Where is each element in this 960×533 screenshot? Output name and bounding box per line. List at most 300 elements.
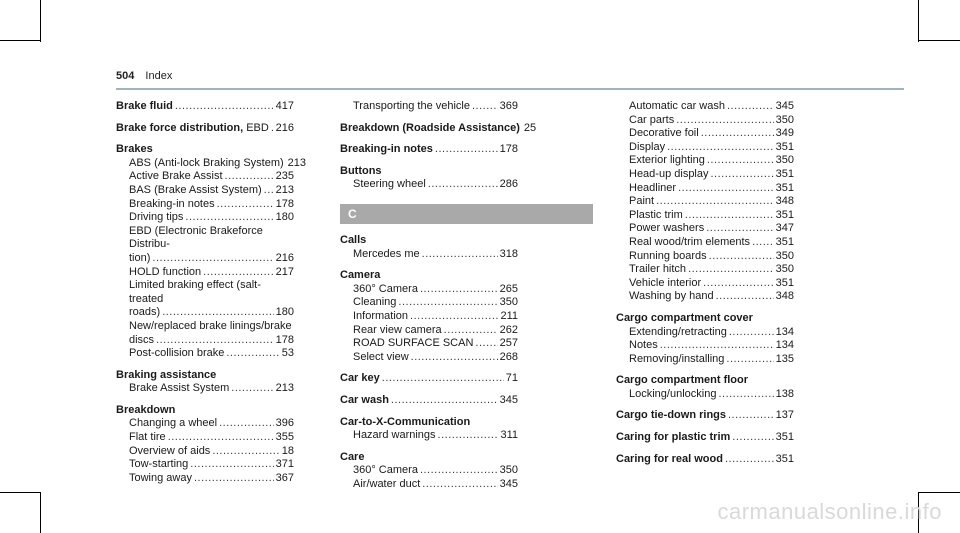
page-reference[interactable]: 235 xyxy=(275,170,294,183)
entry-label: Head-up display xyxy=(629,167,709,180)
page-reference[interactable]: 351 xyxy=(775,140,794,153)
index-subentry[interactable] xyxy=(116,334,294,348)
index-subentry[interactable] xyxy=(616,339,794,353)
entry-label-group xyxy=(129,417,217,431)
entry-label-group xyxy=(340,122,520,136)
spacer xyxy=(116,114,294,122)
entry-label-group xyxy=(616,453,723,467)
dot-leader xyxy=(219,417,274,431)
index-subentry[interactable] xyxy=(340,351,518,365)
page-reference[interactable]: 351 xyxy=(775,181,794,194)
page-reference[interactable]: 211 xyxy=(500,309,518,322)
page-reference[interactable]: 351 xyxy=(775,431,794,444)
index-subentry[interactable] xyxy=(616,182,794,196)
entry-label-group xyxy=(629,277,701,291)
entry-label-group xyxy=(629,182,676,196)
dot-leader xyxy=(727,100,774,114)
index-subentry[interactable] xyxy=(616,388,794,402)
entry-label-group xyxy=(353,324,442,338)
entry-label-group xyxy=(616,409,726,423)
entry-label: Brake Assist System xyxy=(129,382,230,395)
dot-leader xyxy=(422,248,498,262)
dot-leader xyxy=(411,351,498,365)
index-subentry[interactable] xyxy=(616,154,794,168)
index-subentry[interactable] xyxy=(616,326,794,340)
entry-label-group xyxy=(340,394,389,408)
entry-label: Rear view camera xyxy=(353,323,442,336)
index-heading: Cargo compartment floor xyxy=(616,374,749,387)
entry-label-group xyxy=(353,337,473,351)
header-rule xyxy=(116,88,904,90)
spacer xyxy=(116,396,294,404)
entry-label-group xyxy=(353,351,409,365)
entry-label: Extending/retracting xyxy=(629,325,727,338)
entry-label-group xyxy=(129,472,192,486)
entry-label-group xyxy=(129,458,188,472)
entry-label: ROAD SURFACE SCAN xyxy=(353,337,474,350)
dot-leader xyxy=(203,266,273,280)
entry-label-group xyxy=(129,445,210,459)
index-subentry-text: Limited braking effect (salt-treated xyxy=(129,279,261,305)
entry-label-group xyxy=(353,100,470,114)
entry-label: BAS (Brake Assist System) xyxy=(129,183,262,196)
page-reference[interactable]: 138 xyxy=(775,387,794,400)
spacer xyxy=(616,445,794,453)
dot-leader xyxy=(667,141,774,155)
index-heading: Calls xyxy=(340,233,367,246)
page-reference[interactable]: 217 xyxy=(275,265,294,278)
dot-leader xyxy=(225,170,274,184)
entry-label-group xyxy=(629,222,704,236)
entry-label: Breaking-in notes xyxy=(129,197,215,210)
entry-label: 360° Camera xyxy=(353,282,418,295)
entry-label: Post-collision brake xyxy=(129,347,225,360)
entry-label: Cleaning xyxy=(353,296,397,309)
index-entry[interactable] xyxy=(616,409,794,423)
entry-label: roads) xyxy=(129,306,161,319)
page-reference[interactable]: 268 xyxy=(499,350,518,363)
dot-leader xyxy=(732,431,773,445)
dot-leader xyxy=(428,178,498,192)
index-entry[interactable] xyxy=(340,394,518,408)
index-subentry[interactable] xyxy=(340,324,518,338)
dot-leader xyxy=(706,222,773,236)
page-reference[interactable]: 355 xyxy=(275,431,294,444)
index-subentry[interactable] xyxy=(616,195,794,209)
index-subentry[interactable] xyxy=(616,353,794,367)
page-reference[interactable]: 350 xyxy=(775,249,794,262)
entry-label: Tow-starting xyxy=(129,458,189,471)
dot-leader xyxy=(752,236,774,250)
page-reference[interactable]: 134 xyxy=(775,339,794,352)
entry-label-group xyxy=(129,382,229,396)
entry-label-group xyxy=(629,154,705,168)
index-subentry[interactable] xyxy=(116,347,294,361)
entry-label-group xyxy=(629,195,654,209)
page-reference[interactable]: 311 xyxy=(500,429,518,442)
index-subentry[interactable] xyxy=(340,296,518,310)
entry-label: Real wood/trim elements xyxy=(629,235,751,248)
entry-label: Steering wheel xyxy=(353,178,426,191)
entry-label: Brake force distribution, xyxy=(116,121,244,134)
dot-leader xyxy=(718,388,773,402)
index-heading: Camera xyxy=(340,269,381,282)
dot-leader xyxy=(685,209,774,223)
index-subentry[interactable] xyxy=(116,156,307,171)
entry-label: ABS (Anti-lock Braking System) xyxy=(129,156,284,169)
crop-mark xyxy=(0,492,40,493)
entry-label: Select view xyxy=(353,350,409,363)
page-reference[interactable]: 369 xyxy=(499,100,518,112)
index-column-2 xyxy=(340,100,537,491)
index-entry[interactable] xyxy=(340,121,537,136)
index-subentry[interactable] xyxy=(340,100,518,114)
crop-mark xyxy=(918,40,960,41)
page-reference[interactable]: 53 xyxy=(281,347,294,360)
index-subentry[interactable] xyxy=(616,114,794,128)
entry-label-group xyxy=(129,211,183,225)
page-reference[interactable]: 265 xyxy=(499,282,518,295)
spacer xyxy=(616,401,794,409)
entry-label: Changing a wheel xyxy=(129,417,218,430)
dot-leader xyxy=(226,347,279,361)
entry-label: Towing away xyxy=(129,471,192,484)
entry-label: Locking/unlocking xyxy=(629,387,717,400)
entry-label-group xyxy=(340,372,380,386)
index-subentry[interactable] xyxy=(616,263,794,277)
page-reference[interactable]: 262 xyxy=(499,323,518,336)
entry-label-group xyxy=(629,290,714,304)
index-subentry[interactable] xyxy=(340,337,518,351)
page-reference[interactable]: 134 xyxy=(775,325,794,338)
dot-leader xyxy=(156,334,274,348)
dot-leader xyxy=(422,478,497,492)
index-letter-heading: C xyxy=(340,204,593,224)
index-column-1 xyxy=(116,100,307,485)
entry-label: Brake fluid xyxy=(116,100,173,112)
index-subentry[interactable] xyxy=(616,250,794,264)
page-header xyxy=(116,70,172,82)
dot-leader xyxy=(660,339,774,353)
entry-label-group xyxy=(129,266,201,280)
index-subentry[interactable] xyxy=(116,266,294,280)
spacer xyxy=(340,443,518,451)
entry-label-group xyxy=(629,236,750,250)
index-subentry[interactable] xyxy=(116,431,294,445)
page-reference[interactable]: 345 xyxy=(499,393,518,406)
entry-label-group xyxy=(129,184,262,198)
index-subentry[interactable] xyxy=(616,141,794,155)
entry-label-group xyxy=(629,250,707,264)
entry-label: Exterior lighting xyxy=(629,154,705,167)
index-subentry[interactable] xyxy=(616,290,794,304)
page-reference[interactable]: 349 xyxy=(775,127,794,140)
entry-label-group xyxy=(353,178,426,192)
index-subentry[interactable] xyxy=(116,417,294,431)
entry-label-group xyxy=(129,431,166,445)
dot-leader xyxy=(420,464,498,478)
index-entry[interactable] xyxy=(116,100,294,114)
dot-leader xyxy=(438,429,499,443)
spacer xyxy=(340,135,518,143)
index-subentry[interactable] xyxy=(616,277,794,291)
index-subentry[interactable] xyxy=(616,209,794,223)
entry-label-group xyxy=(353,296,396,310)
index-subentry[interactable] xyxy=(340,464,518,478)
index-entry[interactable] xyxy=(116,122,294,136)
index-column-3 xyxy=(616,100,794,466)
entry-label: Vehicle interior xyxy=(629,276,702,289)
page-reference[interactable]: 351 xyxy=(775,452,794,465)
entry-label: Driving tips xyxy=(129,211,184,224)
dot-leader xyxy=(709,250,774,264)
entry-label-group xyxy=(129,334,154,348)
page-reference[interactable]: 286 xyxy=(499,178,518,191)
index-subentry-text: EBD (Electronic Brakeforce Distribu- xyxy=(129,224,263,251)
entry-label: Transporting the vehicle xyxy=(353,100,470,112)
page-reference[interactable]: 350 xyxy=(775,113,794,126)
index-subentry[interactable] xyxy=(340,310,518,324)
index-subentry[interactable] xyxy=(340,478,518,492)
index-heading: Brakes xyxy=(116,143,153,156)
page-reference[interactable]: 417 xyxy=(275,100,294,112)
page-reference[interactable]: 348 xyxy=(775,195,794,208)
spacer xyxy=(340,364,518,372)
index-subentry[interactable] xyxy=(116,472,294,486)
dot-leader xyxy=(231,382,273,396)
index-subentry-text: New/replaced brake linings/brake xyxy=(129,319,292,332)
entry-label-group xyxy=(129,252,150,266)
index-subentry[interactable] xyxy=(340,248,518,262)
index-entry[interactable] xyxy=(340,372,518,386)
index-subentry[interactable] xyxy=(116,382,294,396)
entry-label: Paint xyxy=(629,195,655,208)
entry-label-group xyxy=(353,310,408,324)
index-subentry[interactable] xyxy=(340,283,518,297)
page-reference[interactable]: 178 xyxy=(275,333,294,346)
index-entry[interactable] xyxy=(340,143,518,157)
page-reference[interactable]: 350 xyxy=(775,154,794,167)
entry-label-group xyxy=(616,431,730,445)
entry-label: Running boards xyxy=(629,249,707,262)
page-reference[interactable]: 318 xyxy=(499,247,518,260)
spacer xyxy=(340,114,518,122)
page-reference[interactable]: 257 xyxy=(499,337,518,350)
entry-label-group xyxy=(129,157,284,171)
entry-label: Caring for plastic trim xyxy=(616,431,731,444)
dot-leader xyxy=(701,127,774,141)
entry-label-group xyxy=(629,353,724,367)
page-reference[interactable]: 345 xyxy=(775,100,794,112)
page-reference[interactable]: 216 xyxy=(275,121,294,134)
entry-label-group xyxy=(629,326,727,340)
index-subentry[interactable] xyxy=(116,458,294,472)
entry-label-group xyxy=(629,100,725,114)
crop-mark xyxy=(40,0,41,42)
entry-label-group xyxy=(353,248,420,262)
entry-label-group xyxy=(629,141,665,155)
index-heading: Breakdown xyxy=(116,403,176,416)
page-reference[interactable]: 178 xyxy=(275,197,294,210)
spacer xyxy=(340,261,518,269)
dot-leader xyxy=(716,290,774,304)
section-title: Index xyxy=(145,70,173,82)
page-reference[interactable]: 350 xyxy=(499,296,518,309)
entry-label: Power washers xyxy=(629,222,705,235)
dot-leader xyxy=(472,100,498,114)
index-subentry[interactable] xyxy=(616,127,794,141)
dot-leader xyxy=(656,195,774,209)
dot-leader xyxy=(410,310,498,324)
dot-leader xyxy=(728,409,774,423)
page-reference[interactable]: 367 xyxy=(275,471,294,484)
index-subentry[interactable] xyxy=(116,445,294,459)
page-reference[interactable]: 347 xyxy=(775,222,794,235)
index-entry[interactable] xyxy=(616,431,794,445)
dot-leader xyxy=(676,114,773,128)
dot-leader xyxy=(444,324,498,338)
entry-label: HOLD function xyxy=(129,265,202,278)
entry-label: Trailer hitch xyxy=(629,263,687,276)
page-reference[interactable]: 351 xyxy=(775,276,794,289)
dot-leader xyxy=(190,458,273,472)
page-reference[interactable]: 213 xyxy=(287,156,307,169)
entry-label: Caring for real wood xyxy=(616,452,723,465)
entry-label: Washing by hand xyxy=(629,290,714,303)
entry-label-group xyxy=(353,478,420,492)
dot-leader xyxy=(162,306,273,320)
index-subentry[interactable] xyxy=(116,211,294,225)
entry-label: Breakdown (Roadside Assistance) xyxy=(340,121,520,134)
page-reference[interactable]: 345 xyxy=(499,477,518,490)
page-number: 504 xyxy=(116,70,135,82)
index-subentry[interactable] xyxy=(340,429,518,443)
dot-leader xyxy=(475,337,497,351)
index-heading: Cargo compartment cover xyxy=(616,311,753,324)
index-subentry[interactable] xyxy=(116,252,294,266)
dot-leader xyxy=(707,154,774,168)
entry-label: discs xyxy=(129,333,155,346)
dot-leader xyxy=(185,211,273,225)
index-subentry[interactable] xyxy=(116,184,294,198)
page-reference[interactable]: 348 xyxy=(775,290,794,303)
entry-label: Plastic trim xyxy=(629,208,683,221)
dot-leader xyxy=(212,445,279,459)
index-subentry[interactable] xyxy=(616,236,794,250)
dot-leader xyxy=(391,394,498,408)
page-reference[interactable]: 137 xyxy=(775,409,794,422)
entry-label: Hazard warnings xyxy=(353,429,436,442)
dot-leader xyxy=(271,122,274,136)
entry-label: Automatic car wash xyxy=(629,100,725,112)
page-reference[interactable]: 213 xyxy=(275,183,294,196)
entry-label: Car key xyxy=(340,372,380,385)
page-reference[interactable]: 18 xyxy=(281,444,294,457)
page-reference[interactable]: 351 xyxy=(775,167,794,180)
spacer xyxy=(340,157,518,165)
page-reference[interactable]: 180 xyxy=(275,306,294,319)
dot-leader xyxy=(398,296,497,310)
watermark: carmanualsonline.info xyxy=(717,499,942,524)
page-reference[interactable]: 25 xyxy=(523,121,537,134)
page-reference[interactable]: 350 xyxy=(499,464,518,477)
index-subentry[interactable] xyxy=(616,222,794,236)
dot-leader xyxy=(217,198,274,212)
dot-leader xyxy=(711,168,774,182)
index-heading: Braking assistance xyxy=(116,368,217,381)
crop-mark xyxy=(918,492,960,493)
dot-leader xyxy=(688,263,774,277)
entry-label-group xyxy=(629,263,686,277)
entry-label: tion) xyxy=(129,251,151,264)
entry-label-group xyxy=(129,306,160,320)
page-reference[interactable]: 180 xyxy=(275,211,294,224)
page-reference[interactable]: 216 xyxy=(275,251,294,264)
index-subentry[interactable] xyxy=(616,100,794,114)
index-subentry[interactable] xyxy=(616,168,794,182)
index-subentry[interactable] xyxy=(116,306,294,320)
index-subentry[interactable] xyxy=(340,178,518,192)
page-reference[interactable]: 396 xyxy=(275,417,294,430)
entry-label: Flat tire xyxy=(129,431,166,444)
page-reference[interactable]: 351 xyxy=(775,235,794,248)
entry-label: Overview of aids xyxy=(129,444,211,457)
entry-label-group xyxy=(629,209,683,223)
page-reference[interactable]: 71 xyxy=(505,372,518,385)
dot-leader xyxy=(729,326,774,340)
index-heading: Buttons xyxy=(340,164,382,177)
entry-label: Cargo tie-down rings xyxy=(616,409,726,422)
spacer xyxy=(116,361,294,369)
entry-label: Active Brake Assist xyxy=(129,170,223,183)
index-subentry[interactable] xyxy=(116,170,294,184)
entry-label: Air/water duct xyxy=(353,477,421,490)
dot-leader xyxy=(420,283,498,297)
entry-label-group xyxy=(629,339,658,353)
dot-leader xyxy=(726,353,773,367)
dot-leader xyxy=(382,372,504,386)
spacer xyxy=(616,304,794,312)
index-heading: Car-to-X-Communication xyxy=(340,415,471,428)
entry-label: Breaking-in notes xyxy=(340,143,433,156)
dot-leader xyxy=(175,100,274,114)
page-reference[interactable]: 371 xyxy=(275,458,294,471)
entry-label: Mercedes me xyxy=(353,247,420,260)
entry-label-group xyxy=(129,198,215,212)
page-reference[interactable]: 178 xyxy=(499,143,518,156)
entry-label: Display xyxy=(629,140,666,153)
entry-label: Notes xyxy=(629,339,658,352)
entry-label: Information xyxy=(353,309,409,322)
spacer xyxy=(616,423,794,431)
page-reference[interactable]: 135 xyxy=(775,352,794,365)
entry-label-group xyxy=(629,388,716,402)
page-reference[interactable]: 351 xyxy=(775,208,794,221)
page-reference[interactable]: 213 xyxy=(275,382,294,395)
index-entry[interactable] xyxy=(616,453,794,467)
entry-label-group xyxy=(629,127,699,141)
page-reference[interactable]: 350 xyxy=(775,263,794,276)
crop-mark xyxy=(918,0,919,42)
entry-label-group xyxy=(353,429,436,443)
index-subentry[interactable] xyxy=(116,198,294,212)
dot-leader xyxy=(435,143,498,157)
dot-leader xyxy=(725,453,774,467)
entry-label-group xyxy=(353,283,418,297)
entry-label: Removing/installing xyxy=(629,352,725,365)
spacer xyxy=(340,408,518,416)
entry-label-group xyxy=(629,168,709,182)
